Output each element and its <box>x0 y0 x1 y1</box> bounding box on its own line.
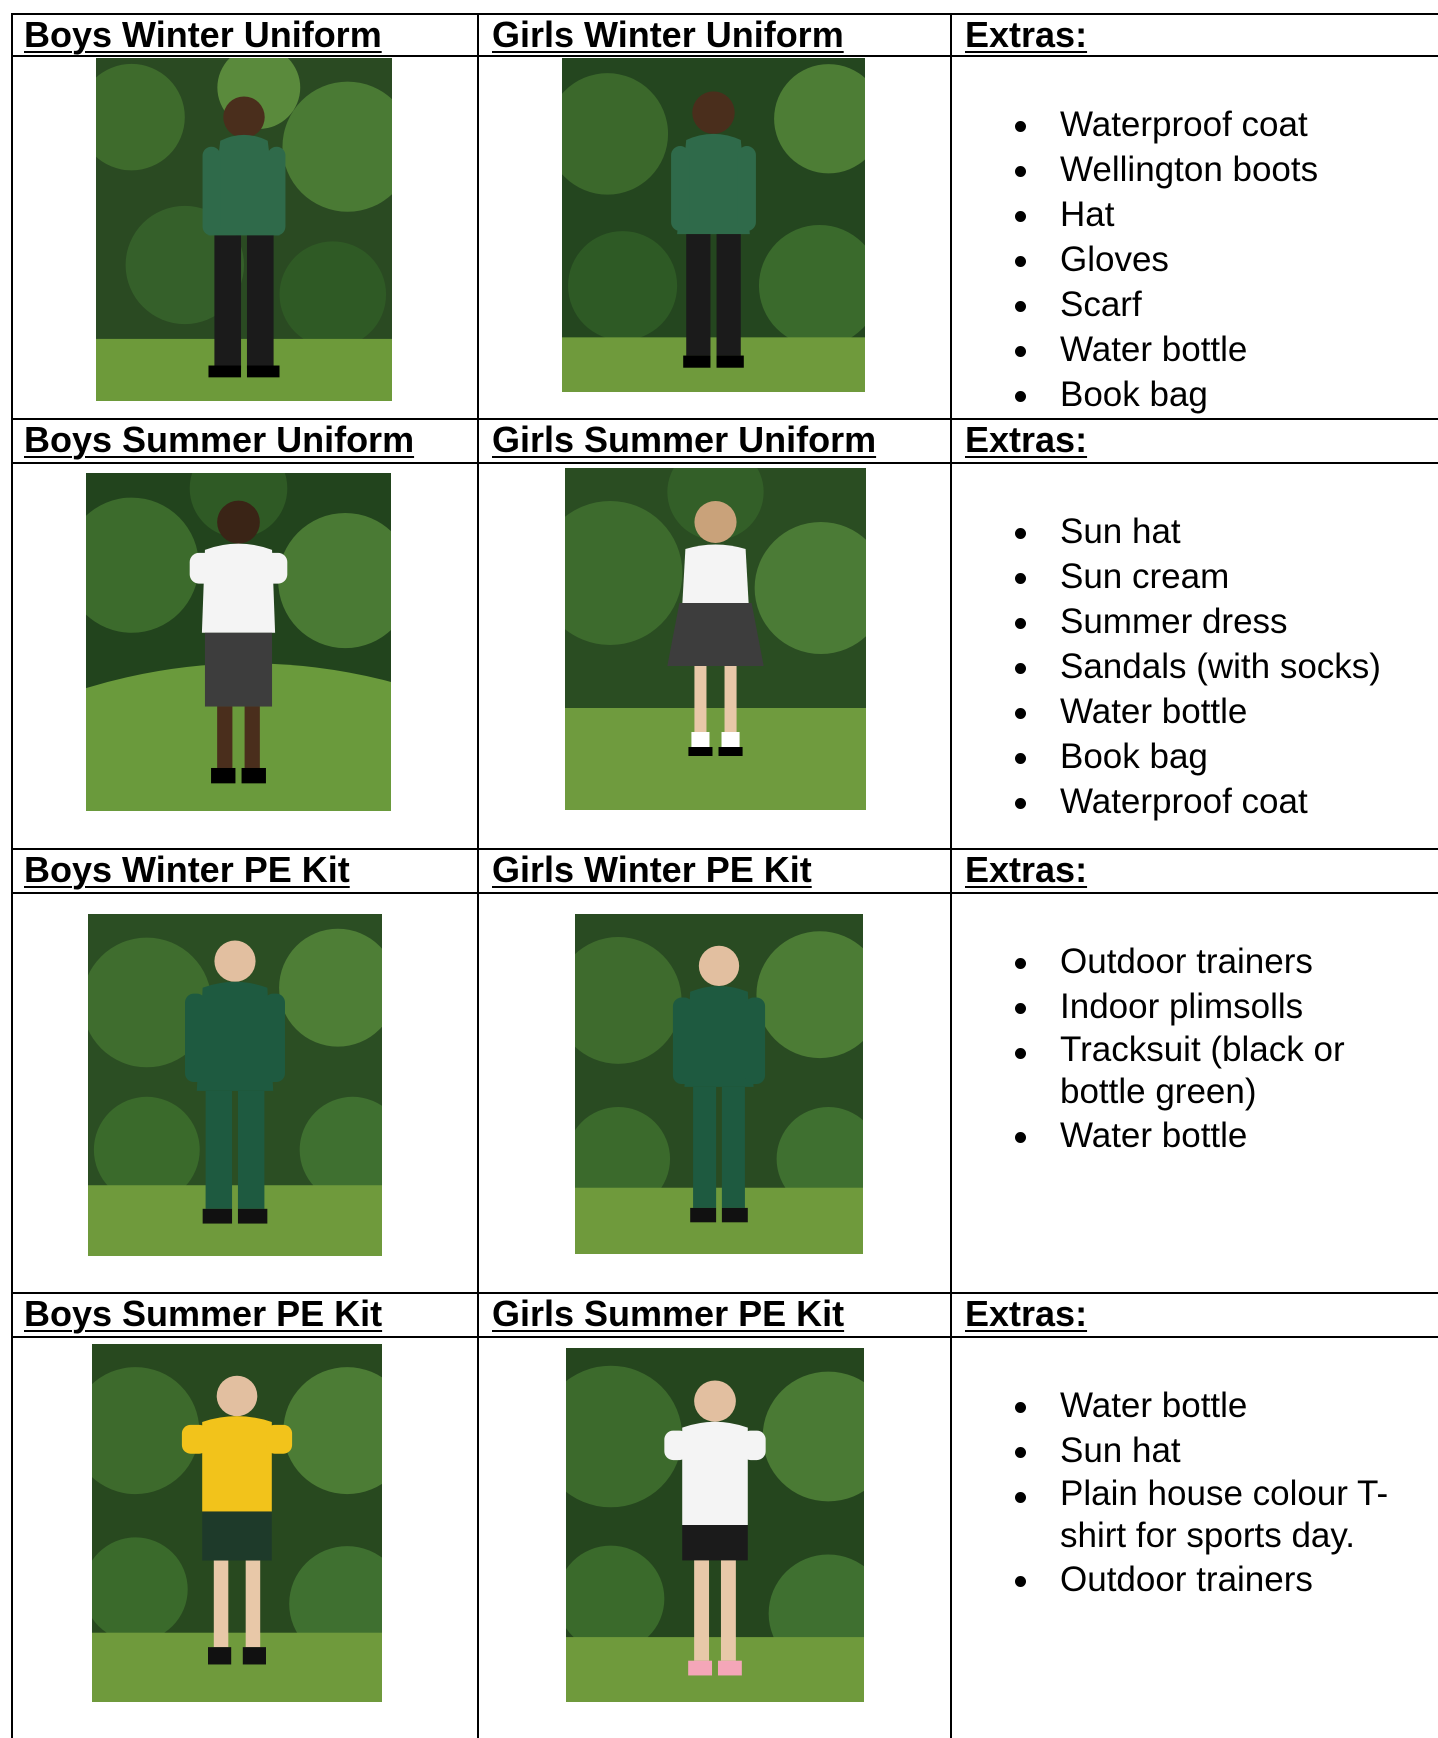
list-item: Gloves <box>1005 237 1435 282</box>
list-item: Water bottle <box>1005 1113 1385 1158</box>
boys-summer-pe-heading: Boys Summer PE Kit <box>24 1293 383 1334</box>
list-item: Outdoor trainers <box>1005 1557 1435 1602</box>
boys-winter-uniform-photo <box>96 58 392 401</box>
extras-heading: Extras: <box>965 1293 1088 1334</box>
list-item: Scarf <box>1005 282 1435 327</box>
girls-summer-uniform-photo <box>565 468 866 810</box>
girls-summer-pe-photo <box>566 1348 864 1702</box>
list-item: Plain house colour T-shirt for sports day. <box>1005 1473 1435 1557</box>
list-item: Water bottle <box>1005 1383 1435 1428</box>
list-item: Sun hat <box>1005 1428 1435 1473</box>
list-item: Sun hat <box>1005 509 1435 554</box>
list-item: Waterproof coat <box>1005 779 1435 824</box>
list-item: Book bag <box>1005 734 1435 779</box>
summer-pe-extras-list <box>1005 1383 1435 1602</box>
row-divider <box>11 1336 1438 1338</box>
girls-winter-pe-photo <box>575 914 863 1254</box>
list-item: Sun cream <box>1005 554 1435 599</box>
boys-summer-uniform-heading: Boys Summer Uniform <box>24 419 415 460</box>
extras-heading: Extras: <box>965 849 1088 890</box>
list-item: Indoor plimsolls <box>1005 984 1385 1029</box>
boys-summer-pe-photo <box>92 1344 382 1702</box>
boys-winter-pe-heading: Boys Winter PE Kit <box>24 849 350 890</box>
girls-winter-uniform-heading: Girls Winter Uniform <box>492 14 844 55</box>
list-item: Water bottle <box>1005 689 1435 734</box>
winter-pe-extras-list <box>1005 939 1385 1158</box>
extras-heading: Extras: <box>965 419 1088 460</box>
row-divider <box>11 462 1438 464</box>
list-item: Waterproof coat <box>1005 102 1435 147</box>
boys-summer-uniform-photo <box>86 473 391 811</box>
list-item: Tracksuit (black or bottle green) <box>1005 1029 1385 1113</box>
boys-winter-uniform-heading: Boys Winter Uniform <box>24 14 382 55</box>
girls-summer-uniform-heading: Girls Summer Uniform <box>492 419 877 460</box>
list-item: Sandals (with socks) <box>1005 644 1435 689</box>
list-item: Hat <box>1005 192 1435 237</box>
list-item: Outdoor trainers <box>1005 939 1385 984</box>
row-divider <box>11 892 1438 894</box>
list-item: Water bottle <box>1005 327 1435 372</box>
column-divider-1 <box>477 13 479 1738</box>
girls-winter-pe-heading: Girls Winter PE Kit <box>492 849 812 890</box>
row-divider <box>11 55 1438 57</box>
list-item: Summer dress <box>1005 599 1435 644</box>
summer-uniform-extras-list <box>1005 509 1435 824</box>
girls-summer-pe-heading: Girls Summer PE Kit <box>492 1293 845 1334</box>
winter-uniform-extras-list <box>1005 102 1435 417</box>
list-item: Book bag <box>1005 372 1435 417</box>
column-divider-2 <box>950 13 952 1738</box>
girls-winter-uniform-photo <box>562 58 865 392</box>
boys-winter-pe-photo <box>88 914 382 1256</box>
table-left-border <box>11 13 13 1738</box>
list-item: Wellington boots <box>1005 147 1435 192</box>
extras-heading: Extras: <box>965 14 1088 55</box>
